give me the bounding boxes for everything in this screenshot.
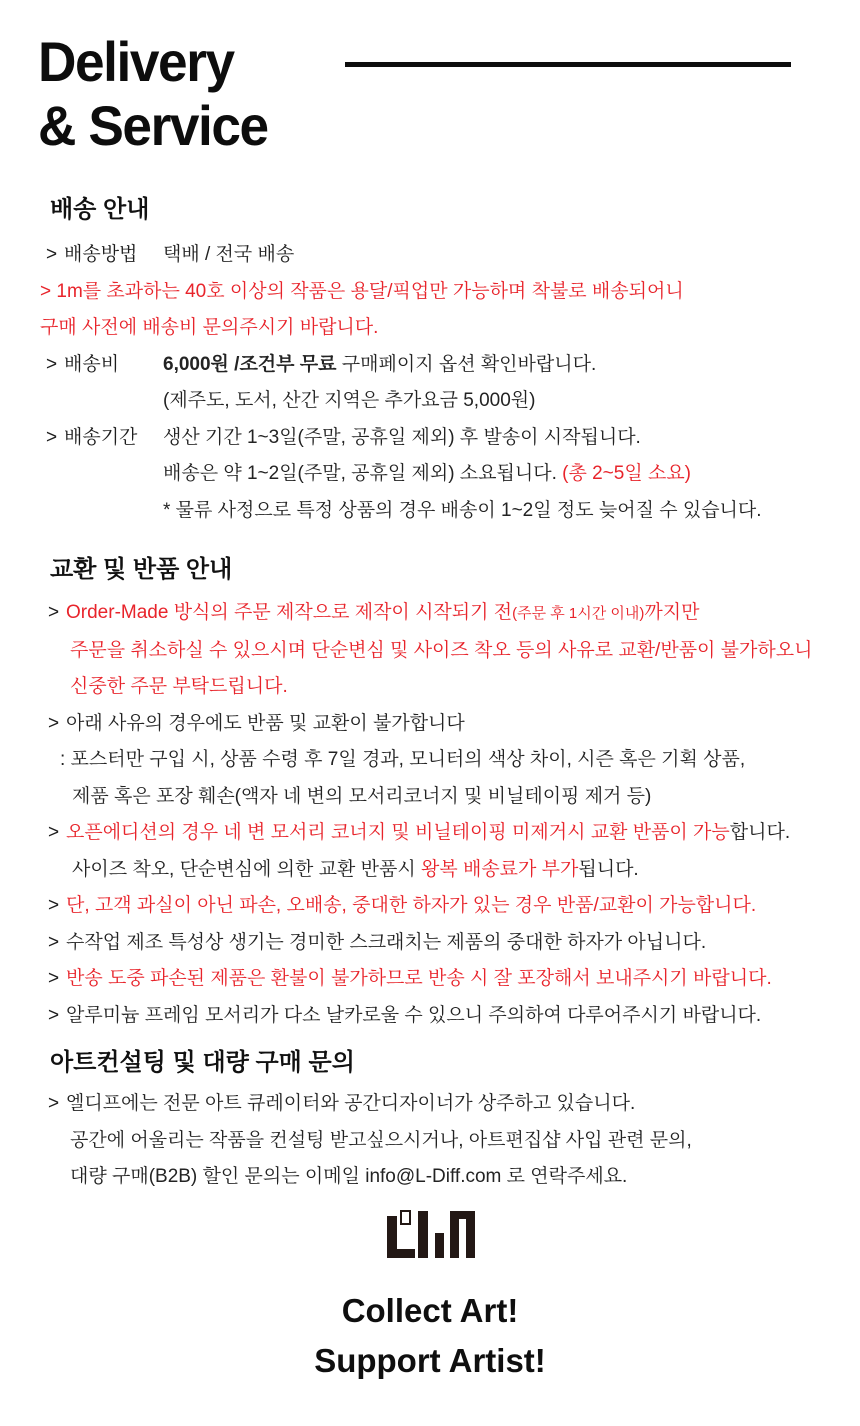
shipping-period-line2-black: 배송은 약 1~2일(주말, 공휴일 제외) 소요됩니다.	[163, 463, 563, 484]
returns-item2	[0, 706, 860, 743]
bullet-chevron: >	[48, 1093, 60, 1114]
section-exchange-return	[0, 555, 860, 1034]
returns-item3-seg2: 합니다.	[729, 822, 791, 843]
bullet-chevron: >	[48, 895, 60, 916]
oversize-note-line1: > 1m를 초과하는 40호 이상의 작품은 용달/픽업만 가능하며 착불로 배송되어니	[40, 280, 684, 302]
returns-item1-seg3: 까지만	[644, 602, 700, 623]
bullet-chevron: >	[46, 426, 58, 448]
consulting-line3a: 대량 구매(B2B) 할인 문의는 이메일	[70, 1166, 366, 1187]
brand-slogan	[0, 1286, 860, 1386]
returns-item1	[0, 595, 860, 633]
returns-item5-text: 수작업 제조 특성상 생기는 경미한 스크래치는 제품의 중대한 하자가 아닙니다.	[66, 931, 707, 953]
shipping-period-line3: * 물류 사정으로 특정 상품의 경우 배송이 1~2일 정도 늦어질 수 있습니다.	[163, 499, 762, 521]
returns-item3-line2	[0, 852, 860, 889]
oversize-shipping-note	[0, 274, 860, 347]
shipping-period-line2	[163, 456, 860, 493]
shipping-fee-row	[0, 347, 860, 420]
page-title-line2: & Service	[38, 94, 268, 157]
returns-item2-line1: 아래 사유의 경우에도 반품 및 교환이 불가합니다	[66, 712, 465, 734]
bullet-chevron: >	[48, 602, 60, 623]
ldiff-logo-icon	[385, 1210, 475, 1258]
shipping-fee-value	[163, 347, 860, 420]
shipping-period-value	[163, 420, 860, 530]
title-divider-line	[345, 62, 791, 67]
shipping-method-label: 배송방법	[64, 244, 138, 265]
shipping-method-row	[0, 237, 860, 274]
returns-item3-line2a: 사이즈 착오, 단순변심에 의한 교환 반품시	[72, 858, 421, 880]
contact-email: info@L-Diff.com	[365, 1166, 502, 1187]
returns-item7-text: 알루미늄 프레임 모서리가 다소 날카로울 수 있으니 주의하여 다루어주시기 바랍니다.	[66, 1004, 762, 1026]
logo-block	[435, 1233, 444, 1258]
page-header	[0, 0, 860, 162]
bullet-chevron: >	[48, 931, 60, 953]
shipping-period-label: 배송기간	[64, 426, 138, 448]
consulting-line3b: 로 연락주세요.	[501, 1166, 628, 1187]
consulting-heading: 아트컨설팅 및 대량 구매 문의	[50, 1049, 355, 1076]
shipping-fee-label: 배송비	[64, 353, 120, 375]
returns-item6-text: 반송 도중 파손된 제품은 환불이 불가하므로 반송 시 잘 포장해서 보내주시기 바랍니다.	[66, 968, 772, 989]
page-title-line1: Delivery	[38, 30, 234, 93]
section-shipping-info	[0, 195, 860, 529]
shipping-method-value: 택배 / 전국 배송	[163, 244, 295, 265]
returns-item3-line2c: 됩니다.	[578, 858, 639, 880]
slogan-line2: Support Artist!	[314, 1341, 546, 1379]
bullet-chevron: >	[48, 1004, 60, 1026]
logo-block	[387, 1249, 415, 1258]
shipping-period-line2-red: (총 2~5일 소요)	[562, 463, 691, 484]
shipping-period-row	[0, 420, 860, 530]
consulting-line1-text: 엘디프에는 전문 아트 큐레이터와 공간디자이너가 상주하고 있습니다.	[66, 1093, 636, 1114]
returns-item5	[0, 925, 860, 962]
shipping-fee-extra: (제주도, 도서, 산간 지역은 추가요금 5,000원)	[163, 390, 536, 411]
logo-block	[418, 1211, 428, 1258]
returns-item1-line3: 신중한 주문 부탁드립니다.	[70, 676, 288, 697]
returns-item3-line2b: 왕복 배송료가 부가	[420, 858, 579, 880]
brand-logo-wrap	[0, 1210, 860, 1258]
consulting-line1	[0, 1086, 860, 1123]
shipping-heading: 배송 안내	[50, 196, 150, 223]
returns-item1-seg2: (주문 후 1시간 이내)	[512, 605, 645, 622]
shipping-period-line1: 생산 기간 1~3일(주말, 공휴일 제외) 후 발송이 시작됩니다.	[163, 426, 641, 448]
section-art-consulting	[0, 1048, 860, 1196]
returns-item6	[0, 961, 860, 998]
returns-item4	[0, 888, 860, 925]
returns-item2-line2: : 포스터만 구입 시, 상품 수령 후 7일 경과, 모니터의 색상 차이, 시즌 혹은 기획 상품,	[60, 749, 746, 770]
consulting-line2: 공간에 어울리는 작품을 컨설팅 받고싶으시거나, 아트편집샵 사입 관련 문의,	[70, 1129, 692, 1151]
returns-item4-text: 단, 고객 과실이 아닌 파손, 오배송, 중대한 하자가 있는 경우 반품/교환이 가능합니다.	[66, 895, 757, 916]
bullet-chevron: >	[48, 822, 60, 843]
returns-item7	[0, 998, 860, 1035]
logo-open-square	[400, 1210, 411, 1225]
slogan-line1: Collect Art!	[341, 1291, 519, 1329]
returns-item3	[0, 815, 860, 852]
logo-block	[450, 1211, 459, 1258]
returns-item3-seg1: 오픈에디션의 경우 네 변 모서리 코너지 및 비닐테이핑 미제거시 교환 반품이 가능	[66, 822, 730, 843]
consulting-line3	[0, 1159, 860, 1196]
shipping-fee-note: 구매페이지 옵션 확인바랍니다.	[336, 353, 597, 375]
bullet-chevron: >	[46, 353, 58, 375]
returns-heading: 교환 및 반품 안내	[50, 556, 233, 583]
returns-item1-line2: 주문을 취소하실 수 있으시며 단순변심 및 사이즈 착오 등의 사유로 교환/반품이 불가하오니	[70, 639, 813, 661]
shipping-fee-amount: 6,000원 /조건부 무료	[163, 353, 337, 375]
oversize-note-line2: 구매 사전에 배송비 문의주시기 바랍니다.	[40, 317, 379, 338]
bullet-chevron: >	[48, 712, 60, 734]
bullet-chevron: >	[46, 244, 58, 265]
logo-block	[466, 1211, 475, 1258]
bullet-chevron: >	[48, 968, 60, 989]
returns-item1-seg1: Order-Made 방식의 주문 제작으로 제작이 시작되기 전	[66, 602, 513, 623]
returns-item2-line3: 제품 혹은 포장 훼손(액자 네 변의 모서리코너지 및 비닐테이핑 제거 등)	[72, 785, 652, 807]
